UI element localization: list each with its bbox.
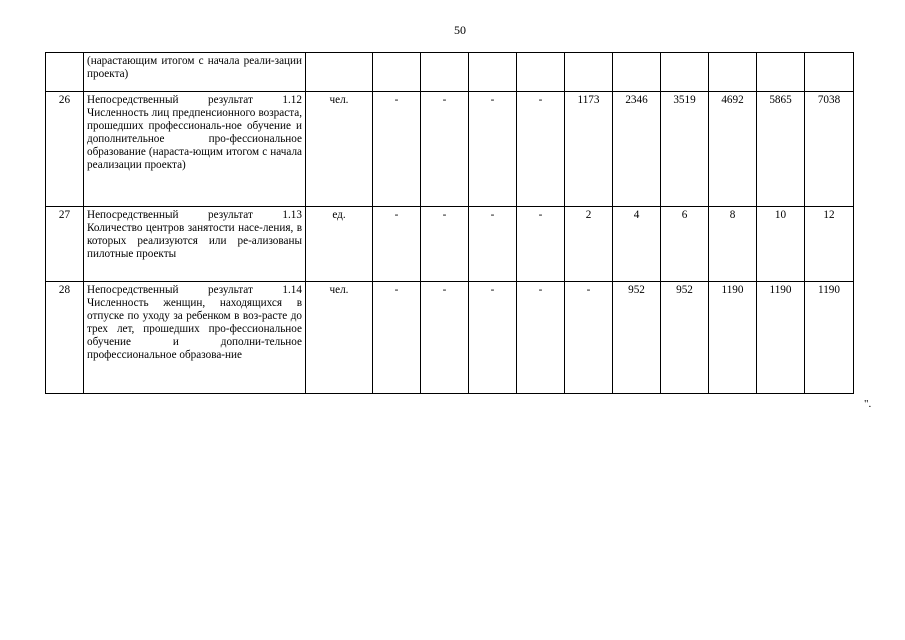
row-value: 2 <box>565 207 613 282</box>
row-value: 10 <box>757 207 805 282</box>
row-number: 27 <box>46 207 84 282</box>
row-value: - <box>517 92 565 207</box>
row-value: 1190 <box>805 282 854 394</box>
row-value: - <box>469 282 517 394</box>
row-value: - <box>421 282 469 394</box>
row-value <box>805 53 854 92</box>
row-value <box>565 53 613 92</box>
row-value <box>469 53 517 92</box>
row-description: Непосредственный результат 1.14 Численность женщин, находящихся в отпуске по уходу за ребенком в воз-расте до трех лет, прошедших про-фессиональное обучение и дополни-тельное профессиональное образова-ние <box>84 282 306 394</box>
row-value: 1190 <box>709 282 757 394</box>
row-value: 1190 <box>757 282 805 394</box>
row-value: 8 <box>709 207 757 282</box>
row-value: 4 <box>613 207 661 282</box>
row-value <box>421 53 469 92</box>
results-table <box>45 52 854 394</box>
row-value: 952 <box>661 282 709 394</box>
row-value: 7038 <box>805 92 854 207</box>
row-value: - <box>517 207 565 282</box>
row-value: - <box>517 282 565 394</box>
page-number: 50 <box>454 23 466 37</box>
row-value: 4692 <box>709 92 757 207</box>
row-value: 6 <box>661 207 709 282</box>
row-value: 952 <box>613 282 661 394</box>
row-description: Непосредственный результат 1.13 Количество центров занятости насе-ления, в которых реализуются или ре-ализованы пилотные проекты <box>84 207 306 282</box>
row-number: 28 <box>46 282 84 394</box>
row-unit: ед. <box>306 207 373 282</box>
row-value <box>517 53 565 92</box>
row-unit: чел. <box>306 92 373 207</box>
row-value: - <box>373 282 421 394</box>
row-value: 5865 <box>757 92 805 207</box>
row-unit: чел. <box>306 282 373 394</box>
row-value: 2346 <box>613 92 661 207</box>
row-value: - <box>469 207 517 282</box>
row-description: (нарастающим итогом с начала реали-зации проекта) <box>84 53 306 92</box>
row-value <box>757 53 805 92</box>
table-row <box>46 282 854 394</box>
row-value: - <box>421 207 469 282</box>
table-row <box>46 207 854 282</box>
row-number <box>46 53 84 92</box>
row-number: 26 <box>46 92 84 207</box>
row-value: - <box>565 282 613 394</box>
row-unit <box>306 53 373 92</box>
row-value <box>613 53 661 92</box>
row-value <box>661 53 709 92</box>
row-value: 12 <box>805 207 854 282</box>
row-value: - <box>373 207 421 282</box>
table-row <box>46 92 854 207</box>
row-value: - <box>421 92 469 207</box>
row-value: 3519 <box>661 92 709 207</box>
table-row <box>46 53 854 92</box>
row-description: Непосредственный результат 1.12 Численность лиц предпенсионного возраста, прошедших профессиональ-ное обучение и дополнительное про-фессиональное образование (нараста-ющим итогом с начала реализации проекта) <box>84 92 306 207</box>
row-value: - <box>469 92 517 207</box>
row-value <box>373 53 421 92</box>
closing-quote-mark: ". <box>864 398 872 410</box>
row-value <box>709 53 757 92</box>
row-value: - <box>373 92 421 207</box>
row-value: 1173 <box>565 92 613 207</box>
